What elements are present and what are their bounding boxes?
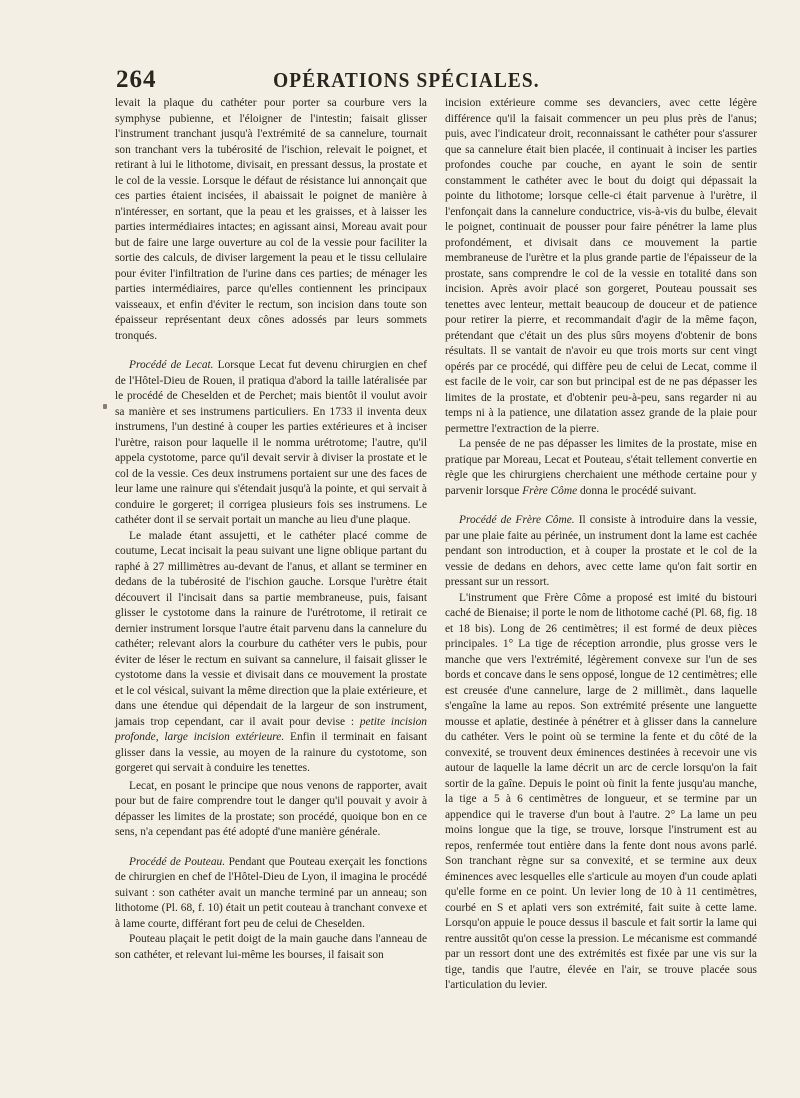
page-header xyxy=(110,66,700,96)
paragraph: incision extérieure comme ses devanciers, avec cette légère différence qu'il la faisait commencer un peu plus près de l'anus; puis, avec l'indicateur droit, reconnaissant le cathéter pour s'assurer que sa cannelure était bien placée, il continuait à inciser les parties profondes couche par couche, en ayant le soin de sentir constamment le cathéter avec le bout du doigt qui dépassait la pointe du lithotome; lorsque celle-ci était parvenue à l'urètre, il l'enfonçait dans la cannelure conductrice, vis-à-vis du bulbe, élevait le poignet, continuait de pousser pour faire pénétrer la lame plus profondément, et divisait dans ce mouvement la partie membraneuse de l'urètre et la plus grande partie de l'épaisseur de la prostate, sans comprendre le col de la vessie en totalité dans son incision. Après avoir placé son gorgeret, Pouteau poussait ses tenettes avec lenteur, mettait beaucoup de douceur et de patience pour retirer la pierre, et recommandait d'agir de la même façon, prétendant que c'était un des plus sûrs moyens d'obtenir de bons résultats. Il se vantait de n'avoir eu que trois morts sur cent vingt opérés par ce procédé, qui diffère peu de celui de Lecat, comme il est facile de le voir, car son but principal est de ne pas dépasser les limites de la prostate, et d'obtenir peu-à-peu, sans regarder ni au temps ni à la patience, une dilatation assez grande de la plaie pour permettre l'extraction de la pierre. xyxy=(445,97,757,435)
right-column xyxy=(445,96,757,994)
paragraph: Lecat, en posant le principe que nous venons de rapporter, avait pour but de faire comprendre tout le danger qu'il pouvait y avoir à dépasser les limites de la prostate; son procédé, quoique bon en ce sens, n'a cependant pas été adopté d'une manière générale. xyxy=(115,779,427,838)
running-title: OPÉRATIONS SPÉCIALES. xyxy=(273,68,540,92)
paragraph xyxy=(445,437,757,499)
margin-mark xyxy=(103,404,107,409)
paragraph-text: donna le procédé suivant. xyxy=(577,484,697,497)
paragraph-text: Il consiste à introduire dans la vessie, par une plaie faite au périnée, un instrument dont la lame est cachée pendant son introduction, et à couper la prostate et le col de la vessie de dedans en dehors, avec cette lame qu'on fait sortir en pressant sur un ressort. xyxy=(445,514,757,588)
paragraph-text: Le malade étant assujetti, et le cathéter placé comme de coutume, Lecat incisait la peau suivant une ligne oblique partant du raphé à 27 millimètres au-devant de l'anus, et allant se terminer en dedans de la tubérosité de l'ischion gauche. Lorsque l'urètre était découvert il l'incisait dans sa partie membraneuse, puis, faisant glisser le cystotome dans la rainure de l'urétrotome, il retirait ce dernier instrument lorsque l'autre était parvenu dans la cannelure du cathéter; relevant alors la courbure du cathéter vers le pubis, pour éviter de léser le rectum en suivant sa cannelure, il faisait glisser le cystotome dans la vessie et divisait dans ce mouvement la prostate et le col vésical, suivant la même direction que la plaie extérieure, et dans une étendue qui dépendait de la largeur de son instrument, jamais trop cependant, car il avait pour devise : xyxy=(115,529,427,728)
paragraph-text: Pendant que Pouteau exerçait les fonctions de chirurgien en chef de l'Hôtel-Dieu de Lyon, il imagina le procédé suivant : son cathéter avait un manche terminé par un anneau; son lithotome (Pl. 68, f. 10) était un petit couteau à tranchant convexe et à lame courte, différant fort peu de celui de Cheselden. xyxy=(115,855,428,930)
paragraph: levait la plaque du cathéter pour porter sa courbure vers la symphyse pubienne, et l'éloigner de l'intestin; faisait glisser l'instrument tranchant jusqu'à l'extrémité de sa cannelure, tournait son tranchant vers la tubérosité de l'ischion, relevait le poignet, et retirant à lui le lithotome, divisait, en pressant dessus, la prostate et le col de la vessie. Lorsque le défaut de résistance lui annonçait que ces parties étaient incisées, il abaissait le poignet de manière à n'intéresser, en sortant, que la peau et les graisses, et à laisser les parties intermédiaires intactes; en agissant ainsi, Moreau avait pour but de faire une large ouverture au col de la vessie pour faciliter la sortie des calculs, de diviser largement la peau et le tissu cellulaire pour éviter l'infiltration de l'urine dans ces parties; de ménager les parties intermédiaires, parce qu'elles contiennent les principaux vaisseaux, et enfin d'éviter le rectum, son incision dans toute son épaisseur représentant deux cônes adossés par leurs sommets tronqués. xyxy=(115,97,427,342)
paragraph: Pouteau plaçait le petit doigt de la main gauche dans l'anneau de son cathéter, et relevant lui-même les bourses, il faisait son xyxy=(115,933,427,961)
section-label: Procédé de Frère Côme. xyxy=(459,514,575,526)
paragraph xyxy=(115,529,427,777)
page-number: 264 xyxy=(116,66,157,93)
section-label: Procédé de Pouteau. xyxy=(129,855,226,868)
paragraph-text: Enfin il terminait en faisant glisser dans la vessie, au moyen de la rainure du cystotome, son gorgeret qui servait à conduire les tenettes. xyxy=(115,731,427,774)
paragraph-lecat xyxy=(115,358,427,529)
paragraph: L'instrument que Frère Côme a proposé est imité du bistouri caché de Bienaise; il porte le nom de lithotome caché (Pl. 68, fig. 18 et 18 bis). Long de 26 centimètres; il est formé de deux pièces principales. 1° La tige de réception arrondie, plus grosse vers le manche que vers l'extrémité, légèrement convexe sur l'un de ses bords et concave dans le sens opposé, longue de 12 centimètres; elle est creusée d'une cannelure, large de 2 millimèt., dans laquelle s'engaîne la lame au repos. Son extrémité présente une languette mousse et aplatie, destinée à pénétrer et à glisser dans la cannelure du cathéter. Vers le point où se termine la fente et du côté de la convexité, se trouvent deux éminences destinées à recevoir une vis autour de laquelle la lame décrit un arc de cercle lorsqu'on la fait sortir de la gaîne. Depuis le point où finit la fente jusqu'au manche, la tige a 5 à 6 centimètres de longueur, et se termine par un appendice qui le traverse d'un bout à l'autre. 2° La lame un peu moins longue que la tige, se trouve, lorsque l'instrument est au repos, renfermée tout entière dans la fente dont nous avons parlé. Son tranchant règne sur sa convexité, et se termine aux deux éminences avec lesquelles elle s'articule au moyen d'un coude aplati qu'elle forme en ce point. Un levier long de 10 à 11 centimètres, courbé en S et aplati vers son extrémité, fait suite à cette lame. Lorsqu'on appuie le pouce dessus il bascule et fait sortir la lame qui rentre aussitôt qu'on cesse la pression. Le mécanisme est commandé par un ressort dont une des extrémités est fixée par une vis sur la tige, tandis que l'autre, élevée en l'air, se trouve placée sous l'articulation du levier. xyxy=(445,591,757,991)
italic-name: Frère Côme xyxy=(522,484,578,497)
paragraph-text: La pensée de ne pas dépasser les limites de la prostate, mise en pratique par Moreau, Lecat et Pouteau, s'était tellement convertie en règle que les chirurgiens cherchaient une méthode certaine pour y parvenir lorsque xyxy=(445,438,757,497)
paragraph-frere-come xyxy=(445,513,757,591)
paragraph-pouteau xyxy=(115,855,427,933)
section-label: Procédé de Lecat. xyxy=(129,359,214,371)
paragraph-text: Lorsque Lecat fut devenu chirurgien en chef de l'Hôtel-Dieu de Rouen, il pratiqua d'abord la taille latéralisée par le procédé de Cheselden et de Perchet; mais bientôt il voulut avoir sa manière et ses instrumens particuliers. En 1733 il inventa deux instrumens, l'un destiné à couper les parties extérieures et à inciser l'urètre, raison pour laquelle il le nomma urétrotome; l'autre, qu'il appela cystotome, parce qu'il devait servir à diviser la prostate et le col de la vessie. Ces deux instrumens portaient sur une des faces de leur lame une rainure qui s'étendait jusqu'à la pointe, et qui servait à conduire le gorgeret; il corrigea plusieurs fois ses instrumens. Le cathéter dont il se servait portait un manche au lieu d'une plaque. xyxy=(115,359,427,526)
italic-motto: petite incision profonde, large incision extérieure. xyxy=(115,715,427,743)
left-column xyxy=(115,96,427,963)
